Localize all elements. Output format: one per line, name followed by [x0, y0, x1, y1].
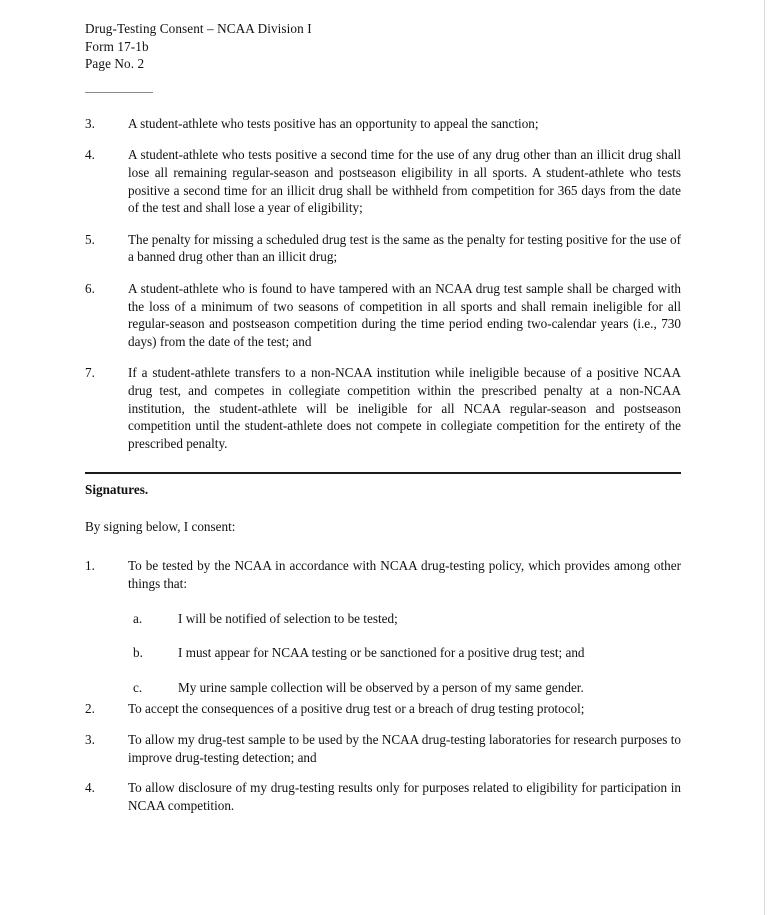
list-item	[85, 779, 681, 814]
list-item-marker: 7.	[85, 365, 95, 381]
list-item	[85, 146, 681, 216]
sub-list-item-text: My urine sample collection will be observed by a person of my same gender.	[178, 679, 584, 695]
list-item-text: To be tested by the NCAA in accordance with NCAA drug-testing policy, which provides among other things that:	[128, 558, 681, 592]
list-item-text: A student-athlete who is found to have tampered with an NCAA drug test sample shall be charged with the loss of a minimum of two seasons of competition in all sports and shall remain ineligible for all regular-season and postseason competition during the time period ending two-calendar years (i.e., 730 days) from the date of the test; and	[128, 280, 681, 349]
list-item-text: To accept the consequences of a positive drug test or a breach of drug testing protocol;	[128, 701, 585, 717]
list-item-marker: 4.	[85, 780, 95, 796]
sub-list-item-marker: a.	[133, 610, 143, 626]
list-item-marker: 3.	[85, 115, 95, 131]
header-separator-rule	[85, 92, 153, 93]
sub-list-item-marker: c.	[133, 679, 143, 695]
list-item	[85, 557, 681, 592]
list-item	[85, 231, 681, 266]
signatures-lead-in: By signing below, I consent:	[85, 518, 236, 534]
list-item	[85, 115, 681, 133]
sub-list-item	[85, 679, 681, 697]
page-number-label: Page No. 2	[85, 56, 145, 72]
list-item	[85, 731, 681, 766]
sub-list-item	[85, 610, 681, 628]
list-item-marker: 3.	[85, 732, 95, 748]
page-content	[85, 20, 681, 827]
form-number: Form 17-1b	[85, 38, 149, 54]
list-item-text: If a student-athlete transfers to a non-NCAA institution while ineligible because of a positive NCAA drug test, and competes in collegiate competition within the prescribed penalty at a non-NCAA institution, the student-athlete will be ineligible for all NCAA regular-season and postseason competition until the student-athlete does not compete in collegiate competition for the entirety of the prescribed penalty.	[128, 365, 681, 451]
list-item-text: To allow my drug-test sample to be used by the NCAA drug-testing laboratories for research purposes to improve drug-testing detection; and	[128, 732, 681, 765]
page-border-right	[764, 0, 765, 915]
list-item	[85, 364, 681, 452]
signatures-list	[85, 557, 681, 814]
sub-list-item	[85, 644, 681, 662]
list-item-text: To allow disclosure of my drug-testing results only for purposes related to eligibility for participation in NCAA competition.	[128, 780, 681, 813]
document-header	[85, 20, 681, 73]
list-item-text: The penalty for missing a scheduled drug test is the same as the penalty for testing positive for the use of a banned drug other than an illicit drug;	[128, 231, 682, 265]
signatures-sub-list	[85, 610, 681, 697]
signatures-section-rule	[85, 472, 681, 474]
continued-list	[85, 115, 681, 453]
signatures-heading: Signatures.	[85, 482, 149, 498]
list-item	[85, 280, 681, 350]
list-item-text: A student-athlete who tests positive a second time for the use of any drug other than an illicit drug shall lose all remaining regular-season and postseason eligibility in all sports. A student-athlete who tests positive a second time for an illicit drug shall be withheld from competition for 365 days from the date of the test and shall lose a year of eligibility;	[128, 147, 681, 216]
list-item	[85, 700, 681, 718]
list-item-text: A student-athlete who tests positive has an opportunity to appeal the sanction;	[128, 115, 539, 131]
sub-list-item-text: I must appear for NCAA testing or be sanctioned for a positive drug test; and	[178, 645, 585, 661]
list-item-marker: 5.	[85, 231, 95, 247]
document-title: Drug-Testing Consent – NCAA Division I	[85, 21, 312, 36]
sub-list-item-marker: b.	[133, 645, 143, 661]
sub-list-item-text: I will be notified of selection to be tested;	[178, 610, 398, 626]
list-item-marker: 4.	[85, 147, 95, 163]
list-item-marker: 6.	[85, 280, 95, 296]
list-item-marker: 2.	[85, 701, 95, 717]
list-item-marker: 1.	[85, 558, 95, 574]
